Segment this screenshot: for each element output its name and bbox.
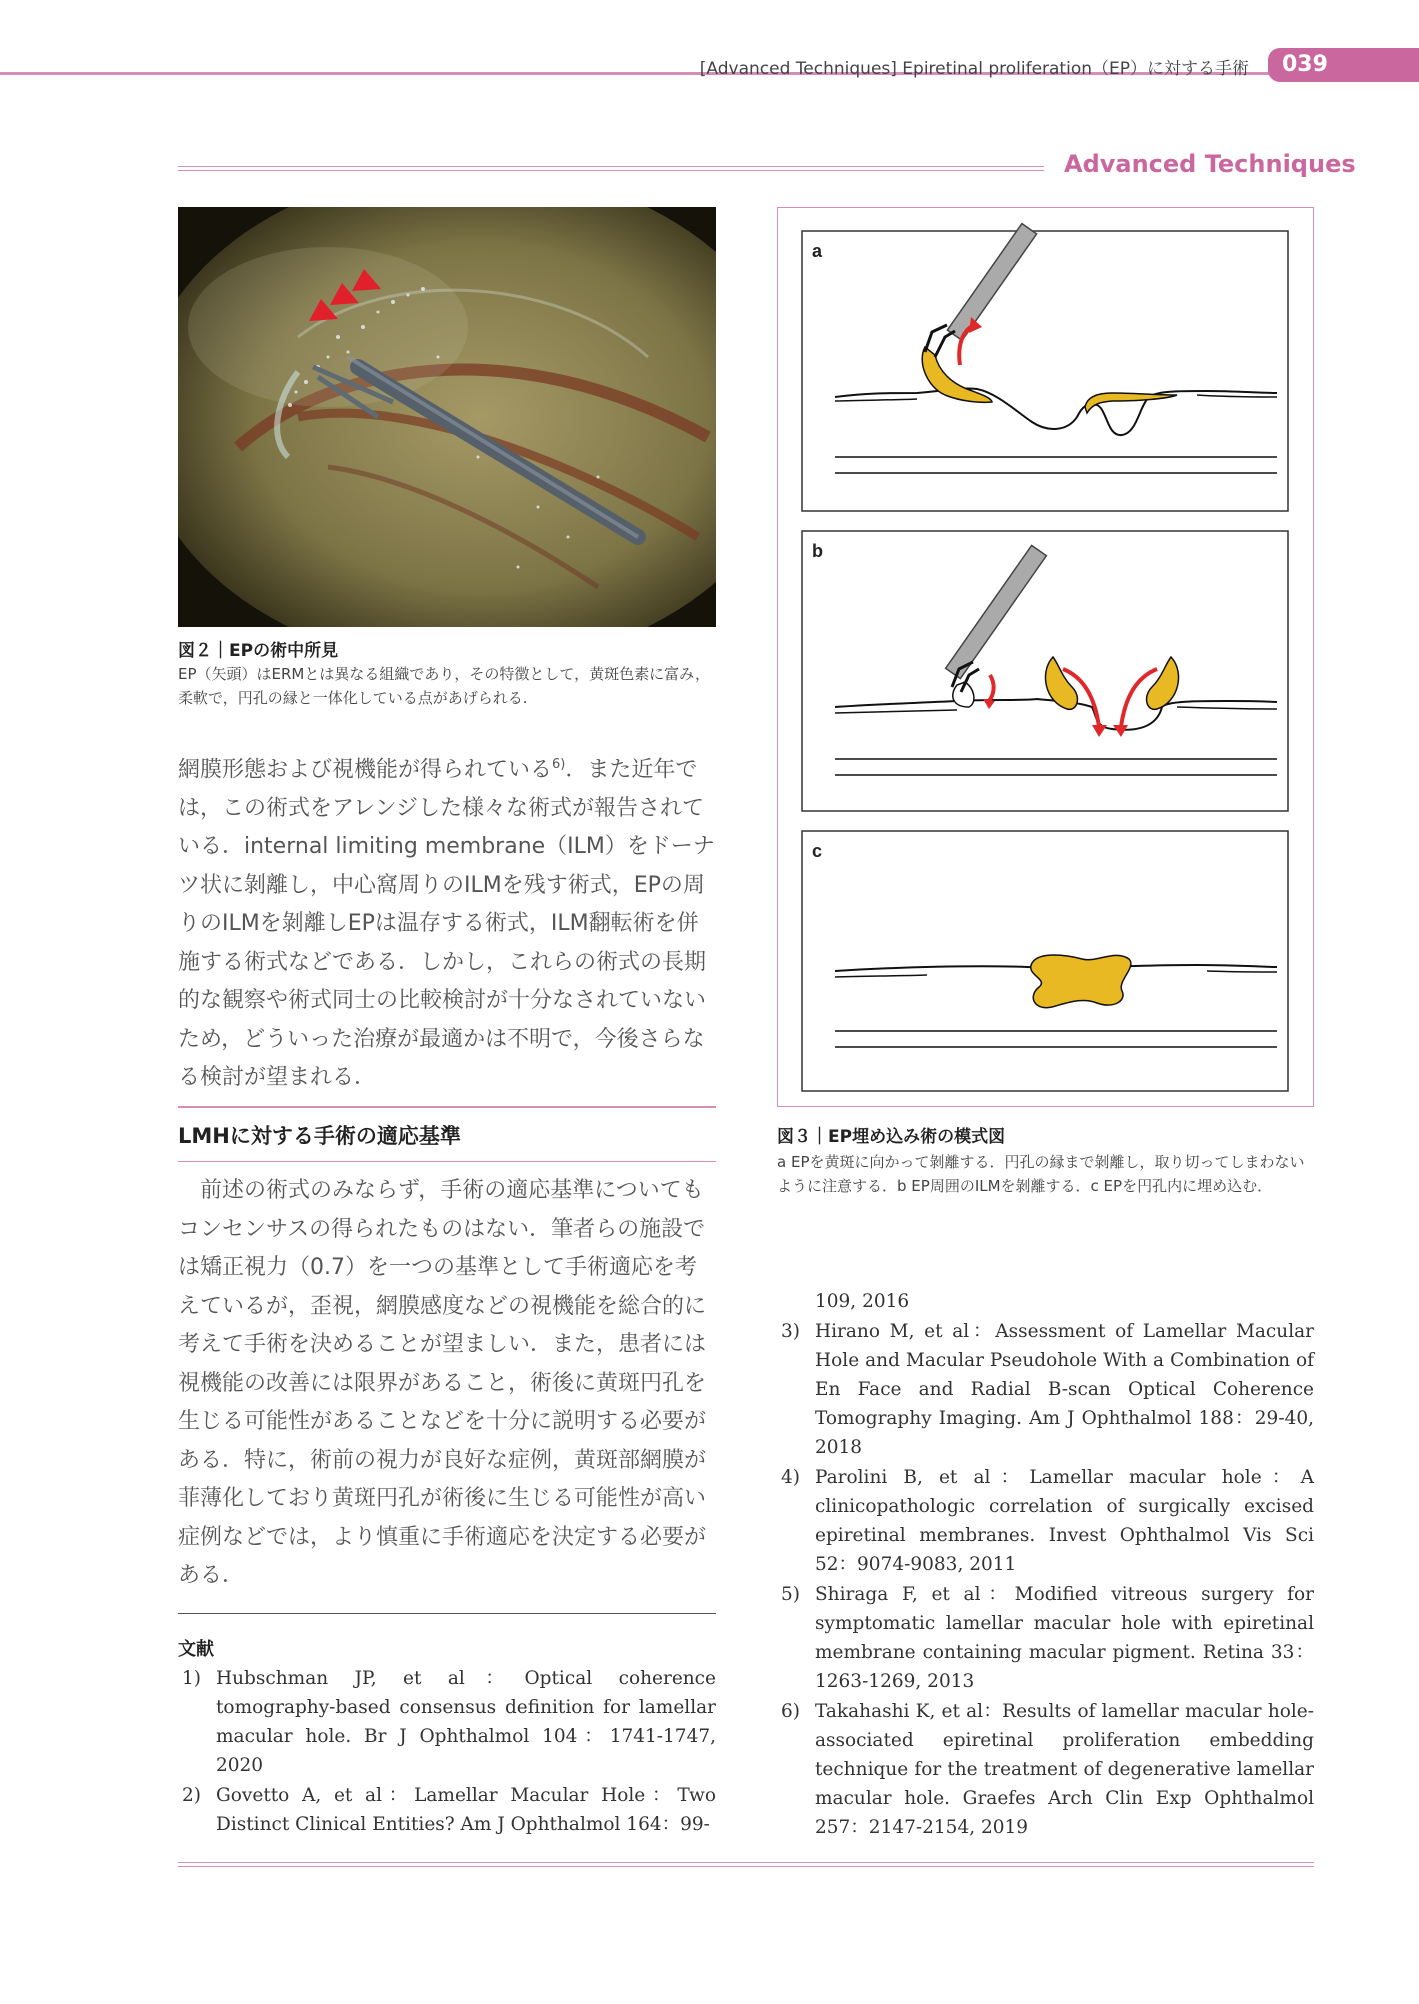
section-label: Advanced Techniques bbox=[1064, 150, 1356, 178]
body-paragraph-2 bbox=[178, 1172, 716, 1596]
reference-item: 4) Parolini B, et al：Lamellar macular hole：A clinicopathologic correlation of surgically excised epiretinal membranes. Invest Ophthalmol Vis Sci 52：9074-9083, 2011 bbox=[781, 1467, 1314, 1575]
reference-item: 109, 2016 bbox=[815, 1291, 910, 1312]
panel-c bbox=[802, 831, 1288, 1091]
section-rule bbox=[178, 170, 1044, 171]
panel-b bbox=[802, 531, 1288, 811]
figure3-title: 図３｜EP埋め込み術の模式図 bbox=[777, 1127, 1006, 1147]
references-column-2 bbox=[777, 1287, 1314, 1843]
figure2-title: 図２｜EPの術中所見 bbox=[178, 641, 339, 661]
reference-item: 3) Hirano M, et al：Assessment of Lamellar Macular Hole and Macular Pseudohole With a Combination of En Face and Radial B-scan Optical Coherence Tomography Imaging. Am J Ophthalmol 188：29-40, 2018 bbox=[781, 1321, 1314, 1458]
intraoperative-fundus-image bbox=[178, 207, 716, 627]
figure3-diagram bbox=[777, 207, 1314, 1107]
section-heading: LMHに対する手術の適応基準 bbox=[178, 1124, 461, 1148]
figure3-caption: a EPを黄斑に向かって剝離する．円孔の縁まで剝離し，取り切ってしまわないように注意する．b EP周囲のILMを剝離する．c EPを円孔内に埋め込む． bbox=[777, 1153, 1305, 1195]
panel-label-b: b bbox=[812, 541, 823, 561]
reference-item: 6) Takahashi K, et al：Results of lamellar macular hole-associated epiretinal proliferation embedding technique for the treatment of degenerative lamellar macular hole. Graefes Arch Clin Exp Ophthalmol 257：2147-2154, 2019 bbox=[781, 1701, 1314, 1838]
para2-text: 前述の術式のみならず，手術の適応基準についてもコンセンサスの得られたものはない．筆者らの施設では矯正視力（0.7）を一つの基準として手術適応を考えているが，歪視，網膜感度などの視機能を総合的に考えて手術を決めることが望ましい．また，患者には視機能の改善には限界があること，術後に黄斑円孔を生じる可能性があることなどを十分に説明する必要がある．特に，術前の視力が良好な症例，黄斑部網膜が菲薄化しており黄斑円孔が術後に生じる可能性が高い症例などでは，より慎重に手術適応を決定する必要がある． bbox=[178, 1178, 707, 1588]
heading-rule-bottom bbox=[178, 1161, 716, 1162]
citation-superscript: 6) bbox=[552, 757, 566, 772]
references-heading: 文献 bbox=[178, 1639, 214, 1660]
panel-label-c: c bbox=[812, 841, 823, 861]
running-title: [Advanced Techniques] Epiretinal proliferation（EP）に対する手術 bbox=[699, 59, 1249, 79]
figure2-caption: EP（矢頭）はERMとは異なる組織であり，その特徴として，黄斑色素に富み，柔軟で，円孔の縁と一体化している点があげられる. bbox=[178, 665, 710, 707]
references-rule bbox=[178, 1613, 716, 1614]
figure2-photo bbox=[178, 207, 716, 627]
body-paragraph-1 bbox=[178, 746, 716, 1098]
reference-item: 5) Shiraga F, et al：Modified vitreous surgery for symptomatic lamellar macular hole with epiretinal membrane containing macular pigment. Retina 33：1263-1269, 2013 bbox=[781, 1584, 1314, 1692]
panel-a bbox=[802, 224, 1288, 511]
section-rule bbox=[178, 166, 1044, 167]
reference-item: 2) Govetto A, et al：Lamellar Macular Hole：Two Distinct Clinical Entities? Am J Ophthalmol 164：99- bbox=[182, 1785, 716, 1835]
para1-main: 網膜形態および視機能が得られている bbox=[178, 757, 553, 783]
heading-rule-top bbox=[178, 1106, 716, 1108]
panel-label-a: a bbox=[812, 241, 823, 261]
para1-rest: ．また近年では，この術式をアレンジした様々な術式が報告されている．internal limiting membrane（ILM）をドーナツ状に剝離し，中心窩周りのILMを残す術式，EPの周りのILMを剝離しEPは温存する術式，ILM翻転術を併施する術式などである．しかし，これらの術式の長期的な観察や術式同士の比較検討が十分なされていないため，どういった治療が最適かは不明で，今後さらなる検討が望まれる． bbox=[178, 757, 715, 1091]
footer-rule bbox=[178, 1862, 1314, 1863]
page-number-tab: 039 bbox=[1268, 48, 1419, 82]
references-column-1 bbox=[178, 1664, 716, 1840]
reference-item: 1) Hubschman JP, et al：Optical coherence tomography-based consensus definition for lamellar macular hole. Br J Ophthalmol 104：1741-1747, 2020 bbox=[182, 1668, 716, 1776]
footer-rule bbox=[178, 1866, 1314, 1867]
